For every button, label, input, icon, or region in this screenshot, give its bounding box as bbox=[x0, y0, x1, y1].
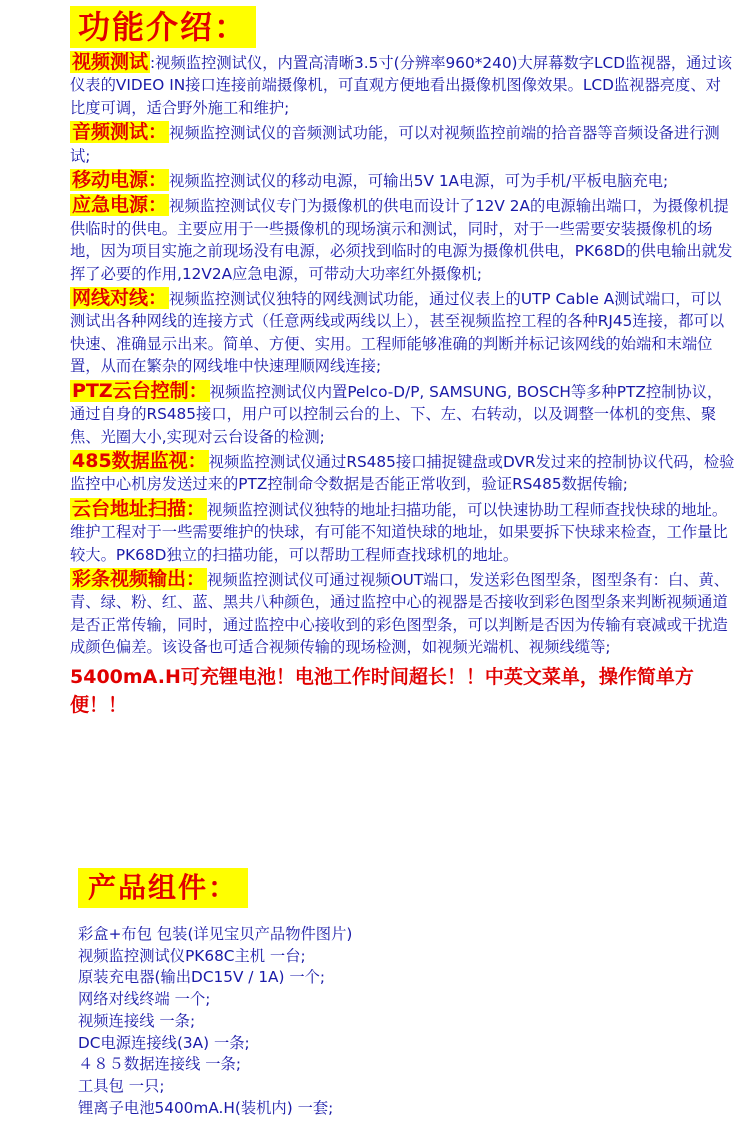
feature-label: 网线对线： bbox=[72, 287, 168, 310]
feature-address-scan bbox=[70, 497, 735, 566]
feature-label: 移动电源： bbox=[72, 169, 168, 192]
feature-audio-test bbox=[70, 120, 735, 167]
feature-text: 视频监控测试仪可通过视频OUT端口，发送彩色图型条，图型条有：白、黄、青、绿、粉、红、蓝、黑共八种颜色，通过监控中心的视器是否接收到彩色图型条来判断视频通道是否正常传输，同时，通过监控中心接收到的彩色图型条，可以判断是否因为传输有衰减或干扰造成颜色偏差。该设备也可适合视频传输的现场检测，如视频光端机、视频线缆等; bbox=[70, 570, 730, 657]
feature-text: 视频监控测试仪独特的网线测试功能，通过仪表上的UTP Cable A测试端口，可以测试出各种网线的连接方式（任意两线或两线以上），甚至视频监控工程的各种RJ45连接，都可以快速、准确显示出来。简单、方便、实用。工程师能够准确的判断并标记该网线的始端和末端位置，从而在繁杂的网线堆中快速理顺网线连接; bbox=[70, 290, 725, 376]
component-item: 视频连接线 一条; bbox=[78, 1011, 196, 1030]
feature-emergency-power bbox=[70, 193, 735, 285]
features-list bbox=[70, 50, 735, 719]
feature-text: 视频监控测试仪通过RS485接口捕捉键盘或DVR发过来的控制协议代码，检验监控中心机房发送过来的PTZ控制命令数据是否能正常收到，验证RS485数据传输; bbox=[70, 452, 735, 494]
component-item: DC电源连接线(3A) 一条; bbox=[78, 1033, 250, 1052]
feature-color-bar-output bbox=[70, 567, 735, 659]
feature-ptz-control bbox=[70, 379, 735, 448]
component-item: 原装充电器(输出DC15V / 1A) 一个; bbox=[78, 968, 326, 987]
features-heading: 功能介绍： bbox=[70, 6, 256, 48]
battery-highlight-note: 5400mA.H可充锂电池！电池工作时间超长！！中英文菜单，操作简单方便！！ bbox=[70, 665, 694, 716]
component-item: 工具包 一只; bbox=[78, 1076, 165, 1095]
feature-separator: : bbox=[150, 54, 156, 72]
feature-label: 彩条视频输出： bbox=[72, 567, 206, 590]
feature-label: 视频测试 bbox=[72, 51, 149, 73]
feature-text: 视频监控测试仪内置Pelco-D/P, SAMSUNG, BOSCH等多种PTZ控制协议，通过自身的RS485接口，用户可以控制云台的上、下、左、右转动，以及调整一体机的变焦、聚焦、光圈大小,实现对云台设备的检测; bbox=[70, 382, 723, 446]
components-heading: 产品组件： bbox=[78, 868, 248, 908]
component-item: 网络对线终端 一个; bbox=[78, 990, 211, 1009]
feature-text: 视频监控测试仪，内置高清晰3.5寸(分辨率960*240)大屏幕数字LCD监视器，通过该仪表的VIDEO IN接口连接前端摄像机，可直观方便地看出摄像机图像效果。LCD监视器亮度、对比度可调，适合野外施工和维护; bbox=[70, 54, 733, 117]
feature-text: 视频监控测试仪专门为摄像机的供电而设计了12V 2A的电源输出端口，为摄像机提供临时的供电。主要应用于一些摄像机的现场演示和测试，同时，对于一些需要安装摄像机的场地，因为项目实施之前现场没有电源，必须找到临时的电源为摄像机供电，PK68D的供电输出就发挥了必要的作用,12V2A应急电源，可带动大功率红外摄像机; bbox=[70, 197, 733, 283]
feature-video-test bbox=[70, 50, 735, 119]
feature-485-monitor bbox=[70, 449, 735, 496]
feature-label: 云台地址扫描： bbox=[72, 497, 206, 520]
components-list bbox=[78, 924, 718, 1119]
feature-cable-test bbox=[70, 286, 735, 378]
component-item: ４８５数据连接线 一条; bbox=[78, 1055, 241, 1074]
component-item: 锂离子电池5400mA.H(装机内) 一套; bbox=[78, 1098, 334, 1117]
feature-text: 视频监控测试仪的音频测试功能，可以对视频监控前端的拾音器等音频设备进行测试; bbox=[70, 124, 720, 165]
feature-label: 音频测试： bbox=[72, 121, 168, 144]
feature-label: 485数据监视： bbox=[72, 449, 207, 472]
component-item: 视频监控测试仪PK68C主机 一台; bbox=[78, 946, 306, 965]
feature-text: 视频监控测试仪独特的地址扫描功能，可以快速协助工程师查找快球的地址。维护工程对于一些需要维护的快球，有可能不知道快球的地址，如果要拆下快球来检查，工作量比较大。PK68D独立的扫描功能，可以帮助工程师查找球机的地址。 bbox=[70, 500, 728, 564]
feature-mobile-power bbox=[70, 168, 735, 192]
component-item: 彩盒+布包 包装(详见宝贝产品物件图片) bbox=[78, 925, 353, 943]
feature-label: 应急电源： bbox=[72, 194, 168, 217]
feature-label: PTZ云台控制： bbox=[72, 379, 208, 402]
feature-text: 视频监控测试仪的移动电源，可输出5V 1A电源，可为手机/平板电脑充电; bbox=[169, 172, 669, 191]
